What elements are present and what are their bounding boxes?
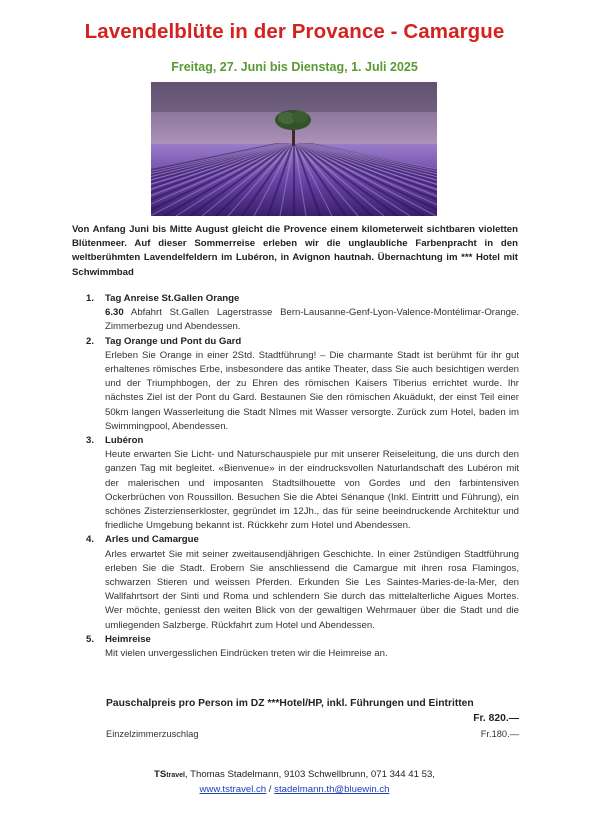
day-description: Erleben Sie Orange in einer 2Std. Stadtführung! – Die charmante Stadt ist berühmt für ihr gut erhaltenes römisches Erbe, insbesondere das antike Theater, dass Sie auch besichtigen werden und der Triumphbogen, der zu Ehren des römischen Kaisers Tiberius errichtet wurde. Ihr nächstes Ziel ist der Pont du Gard. Bestaunen Sie den römischen Akuädukt, der einst Teil einer 50km langen Wasserleitung die Stadt Nîmes mit Wasser versorgte. Zurück zum Hotel, baden im Swimmingpool, Abendessen. — [105, 349, 519, 432]
trip-dates: Freitag, 27. Juni bis Dienstag, 1. Juli 2025 — [171, 60, 418, 74]
intro-paragraph: Von Anfang Juni bis Mitte August gleicht die Provence einem kilometerweit sichtbaren violetten Blütenmeer. Auf dieser Sommerreise erleben wir die unglaubliche Farbenpracht in den weltberühmten Lavendelfeldern im Lubéron, in Avignon hautnah. Übernachtung im *** Hotel mit Schwimmbad — [72, 224, 518, 278]
day-text — [105, 448, 519, 533]
day-heading: Tag Anreise St.Gallen Orange — [105, 293, 240, 304]
itinerary-day — [83, 633, 519, 661]
day-number: 5. — [86, 633, 95, 645]
single-room-label: Einzelzimmerzuschlag — [106, 729, 199, 739]
email-link[interactable]: stadelmann.th@bluewin.ch — [274, 784, 390, 795]
website-link[interactable]: www.tstravel.ch — [199, 784, 267, 795]
day-heading: Arles und Camargue — [105, 534, 199, 546]
brand-name — [154, 769, 185, 780]
lavender-field-photo — [151, 82, 437, 216]
day-text — [105, 548, 519, 633]
brand-main: TS — [154, 769, 167, 780]
day-number: 4. — [86, 534, 95, 546]
day-number: 3. — [86, 435, 95, 447]
single-room-amount: Fr.180.— — [480, 729, 519, 739]
day-heading: Lubéron — [105, 435, 144, 447]
contact-details: , Thomas Stadelmann, 9103 Schwellbrunn, 071 344 41 53, — [184, 769, 435, 780]
itinerary-list — [83, 292, 519, 661]
footer-contact — [0, 769, 589, 780]
day-lead: 6.30 — [105, 307, 124, 319]
footer-links — [0, 784, 589, 795]
day-number: 2. — [86, 335, 95, 347]
itinerary-day — [83, 335, 519, 434]
itinerary-day — [83, 434, 519, 533]
day-description: Heute erwarten Sie Licht- und Naturschauspiele pur mit unserer Reiseleitung, die uns durch den ganzen Tag mit begleitet. «Bienvenue» in der eindrucksvollen Naturlandschaft des Lubéron mit der malerischen und imposanten Stadtsilhouette von Gordes und den farbintensiven Ockerbrüchen von Roussillon. Besuchen Sie die Abtei Sénanque (Inkl. Eintritt und Führung), ein schönes Zisterzienserkloster, gegründet im 12Jh., das für seine beeindruckende Architektur und friedliche Umgebung bekannt ist. Rückkehr zum Hotel und Abendessen. — [105, 449, 519, 532]
day-text — [105, 647, 519, 661]
page-title: Lavendelblüte in der Provance - Camargue — [84, 20, 505, 43]
lavender-field-illustration — [151, 82, 437, 216]
price-label: Pauschalpreis pro Person im DZ ***Hotel/HP, inkl. Führungen und Eintritten — [106, 698, 474, 709]
day-description: Abfahrt St.Gallen Lagerstrasse Bern-Lausanne-Genf-Lyon-Valence-Montélimar-Orange. Zimmerbezug und Abendessen. — [105, 307, 519, 333]
day-text — [105, 306, 519, 334]
day-number: 1. — [86, 293, 95, 304]
itinerary-day — [83, 533, 519, 632]
link-separator: / — [266, 784, 275, 795]
itinerary-day — [83, 292, 519, 335]
day-description: Mit vielen unvergesslichen Eindrücken treten wir die Heimreise an. — [105, 648, 388, 660]
day-heading: Heimreise — [105, 633, 151, 645]
day-text — [105, 349, 519, 434]
brand-small: travel — [166, 772, 185, 779]
day-heading: Tag Orange und Pont du Gard — [105, 335, 242, 347]
price-amount: Fr. 820.— — [473, 713, 519, 724]
day-description: Arles erwartet Sie mit seiner zweitausendjährigen Geschichte. In einer 2stündigen Stadtführung erleben Sie die Stadt. Erobern Sie anschliessend die Camargue mit ihren rosa Flamingos, schwarzen Stieren und weissen Pferden. Erkunden Sie Les Saintes-Maries-de-la-Mer, den Wallfahrtsort der Sinti und Roma und schlendern Sie durch das mittelalterliche Aigues Mortes. Wer möchte, geniesst den weiten Blick von der gewaltigen Wehrmauer über die Stadt und die umliegenden Salzberge. Rückfahrt zum Hotel und Abendessen. — [105, 548, 519, 631]
